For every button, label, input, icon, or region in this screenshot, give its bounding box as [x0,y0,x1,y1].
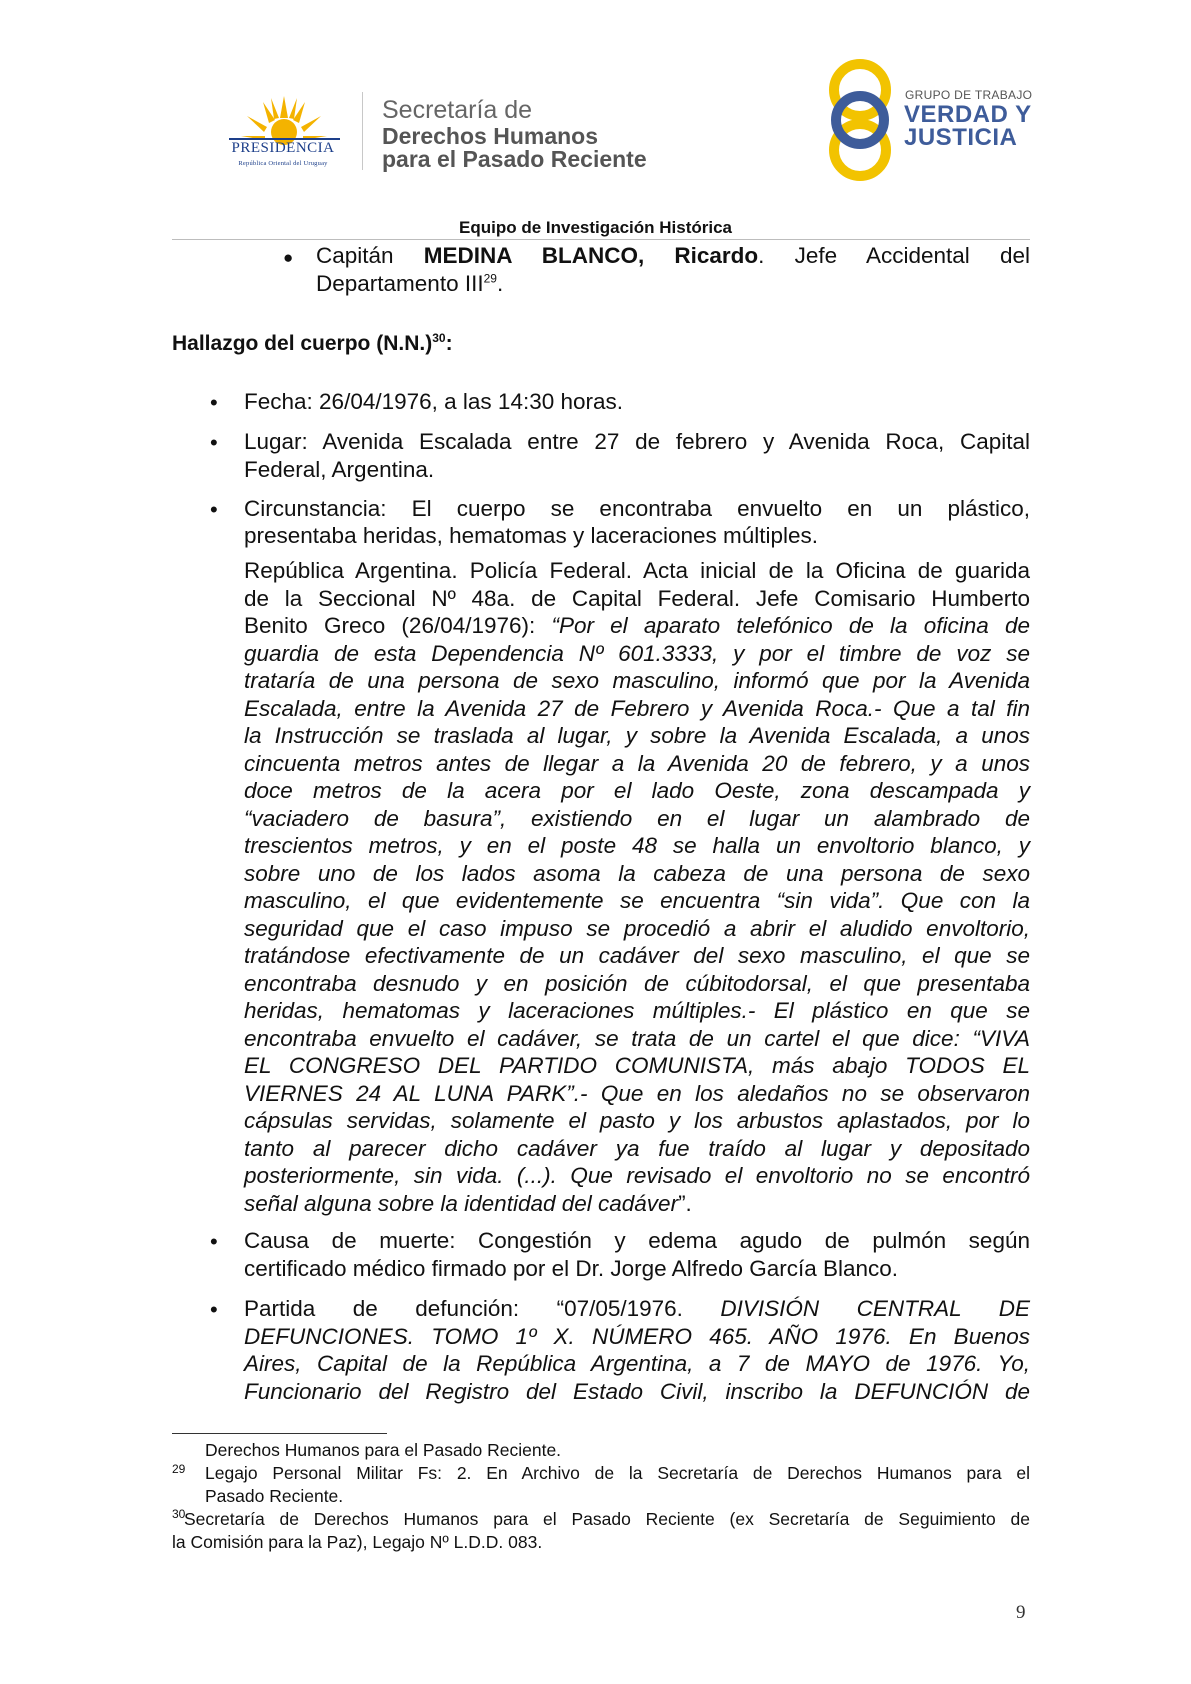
item-causa-2: certificado médico firmado por el Dr. Jorge Alfredo García Blanco. [244,1256,899,1281]
acta-line-3 [244,612,1030,640]
quote-line: la Instrucción se traslada al lugar, y sobre la Avenida Escalada, a unos [244,723,1030,748]
item-fecha: Fecha: 26/04/1976, a las 14:30 horas. [244,389,624,414]
item-circ-1: Circunstancia: El cuerpo se encontraba envuelto en un plástico, [244,496,1030,521]
page-header [0,0,1191,220]
secretaria-line-2: Derechos Humanos [382,123,599,149]
quote-line: guardia de esta Dependencia Nº 601.3333, y por el timbre de voz se [244,641,1030,666]
footnote-ref-30: 30 [432,331,446,345]
bullet-dot: ● [283,248,294,267]
page-number: 9 [1016,1602,1026,1623]
section-end: : [445,332,453,355]
quote-end-text: señal alguna sobre la identidad del cadáver [244,1191,679,1216]
bullet-dot: • [210,1297,218,1322]
footnote-29-line-1: Legajo Personal Militar Fs: 2. En Archivo de la Secretaría de Derechos Humanos para el [205,1463,1030,1483]
presidencia-subtitle: República Oriental del Uruguay [238,160,328,167]
quote-line: seguridad que el caso impuso se procedió a abrir el aludido envoltorio, [244,916,1030,941]
quote-line: trescientos metros, y en el poste 48 se halla un envoltorio blanco, y [244,833,1030,858]
section-heading [172,332,453,356]
justicia-label: JUSTICIA [904,124,1018,151]
footnote-30-line-1: Secretaría de Derechos Humanos para el Pasado Reciente (ex Secretaría de Seguimiento de [184,1509,1030,1529]
item-lugar-2: Federal, Argentina. [244,457,435,482]
footnote-rule [172,1433,387,1434]
quote-line: heridas, hematomas y laceraciones múltiples.- El plástico en que se [244,998,1030,1023]
footnote-number-30: 30 [172,1507,186,1521]
secretaria-line-1: Secretaría de [382,96,533,124]
acta-quote-start: “Por el aparato telefónico de la oficina de [551,613,1030,638]
intro-dept: Departamento III [316,271,484,296]
footnote-continuation: Derechos Humanos para el Pasado Reciente. [205,1440,562,1460]
item-partida-3: Aires, Capital de la República Argentina, a 7 de MAYO de 1976. Yo, [244,1351,1030,1376]
bullet-dot: • [210,430,218,455]
bullet-dot: • [210,1229,218,1254]
quote-line: tratándose efectivamente de un cadáver del sexo masculino, el que se [244,943,1030,968]
secretaria-line-3: para el Pasado Reciente [382,146,647,172]
quote-line: cápsulas servidas, solamente el pasto y los arbustos aplastados, por lo [244,1108,1030,1133]
footnote-30-line-2: la Comisión para la Paz), Legajo Nº L.D.D. 083. [172,1532,543,1552]
quote-line: trataría de una persona de sexo masculino, informó que por la Avenida [244,668,1030,693]
footnote-number-29: 29 [172,1462,186,1476]
item-partida-4: Funcionario del Registro del Estado Civil, inscribo la DEFUNCIÓN de [244,1379,1030,1404]
bullet-dot: • [210,390,218,415]
bullet-dot: • [210,497,218,522]
quote-line: encontraba desnudo y en posición de cúbitodorsal, el que presentaba [244,971,1030,996]
intro-name: MEDINA BLANCO, Ricardo [423,243,759,268]
quote-line: “vaciadero de basura”, existiendo en el lugar un alambrado de [244,806,1030,831]
quote-line: doce metros de la acera por el lado Oeste, zona descampada y [244,778,1030,803]
item-causa-1: Causa de muerte: Congestión y edema agudo de pulmón según [244,1228,1030,1253]
quote-line: encontraba envuelto el cadáver, se trata de un cartel el que dice: “VIVA [244,1026,1030,1051]
intro-post: . Jefe Accidental del [758,243,1030,268]
partida-italic: DIVISIÓN CENTRAL DE [720,1296,1030,1321]
item-lugar-1: Lugar: Avenida Escalada entre 27 de febrero y Avenida Roca, Capital [244,429,1030,454]
grupo-trabajo-label: GRUPO DE TRABAJO [905,88,1033,102]
quote-line: masculino, el que evidentemente se encuentra “sin vida”. Que con la [244,888,1030,913]
verdad-label: VERDAD Y [904,101,1032,128]
footnote-ref-29: 29 [483,271,497,286]
item-circ-2: presentaba heridas, hematomas y laceraciones múltiples. [244,523,819,548]
section-title: Hallazgo del cuerpo (N.N.) [172,332,433,355]
header-divider [362,92,363,170]
verdad-justicia-rings-logo [822,58,898,182]
acta-author: Benito Greco (26/04/1976): [244,613,552,638]
quote-line: sobre uno de los lados asoma la cabeza de una persona de sexo [244,861,1030,886]
footnote-29-line-2: Pasado Reciente. [205,1486,344,1506]
presidencia-label: PRESIDENCIA [231,140,335,156]
intro-line-2 [316,270,1030,298]
intro-end: . [496,271,504,296]
intro-pre: Capitán [316,243,424,268]
acta-line-2: de la Seccional Nº 48a. de Capital Federal. Jefe Comisario Humberto [244,586,1030,611]
partida-label: Partida de defunción: “07/05/1976. [244,1296,721,1321]
quote-line: cincuenta metros antes de llegar a la Avenida 20 de febrero, y a unos [244,751,1030,776]
quote-line: posteriormente, sin vida. (...). Que revisado el envoltorio no se encontró [244,1163,1030,1188]
header-rule [172,239,1030,240]
quote-line: EL CONGRESO DEL PARTIDO COMUNISTA, más abajo TODOS EL [244,1053,1030,1078]
quote-close: ”. [678,1191,692,1216]
team-title: Equipo de Investigación Histórica [459,218,732,237]
acta-line-1: República Argentina. Policía Federal. Acta inicial de la Oficina de guarida [244,558,1030,583]
quote-line: tanto al parecer dicho cadáver ya fue traído al lugar y depositado [244,1136,1030,1161]
quote-line: Escalada, entre la Avenida 27 de Febrero y Avenida Roca.- Que a tal fin [244,696,1030,721]
intro-line-1 [316,242,1030,270]
quote-line: VIERNES 24 AL LUNA PARK”.- Que en los aledaños no se observaron [244,1081,1030,1106]
item-partida-2: DEFUNCIONES. TOMO 1º X. NÚMERO 465. AÑO 1976. En Buenos [244,1324,1030,1349]
quote-last-line [244,1190,1030,1218]
item-partida-1 [244,1295,1030,1323]
